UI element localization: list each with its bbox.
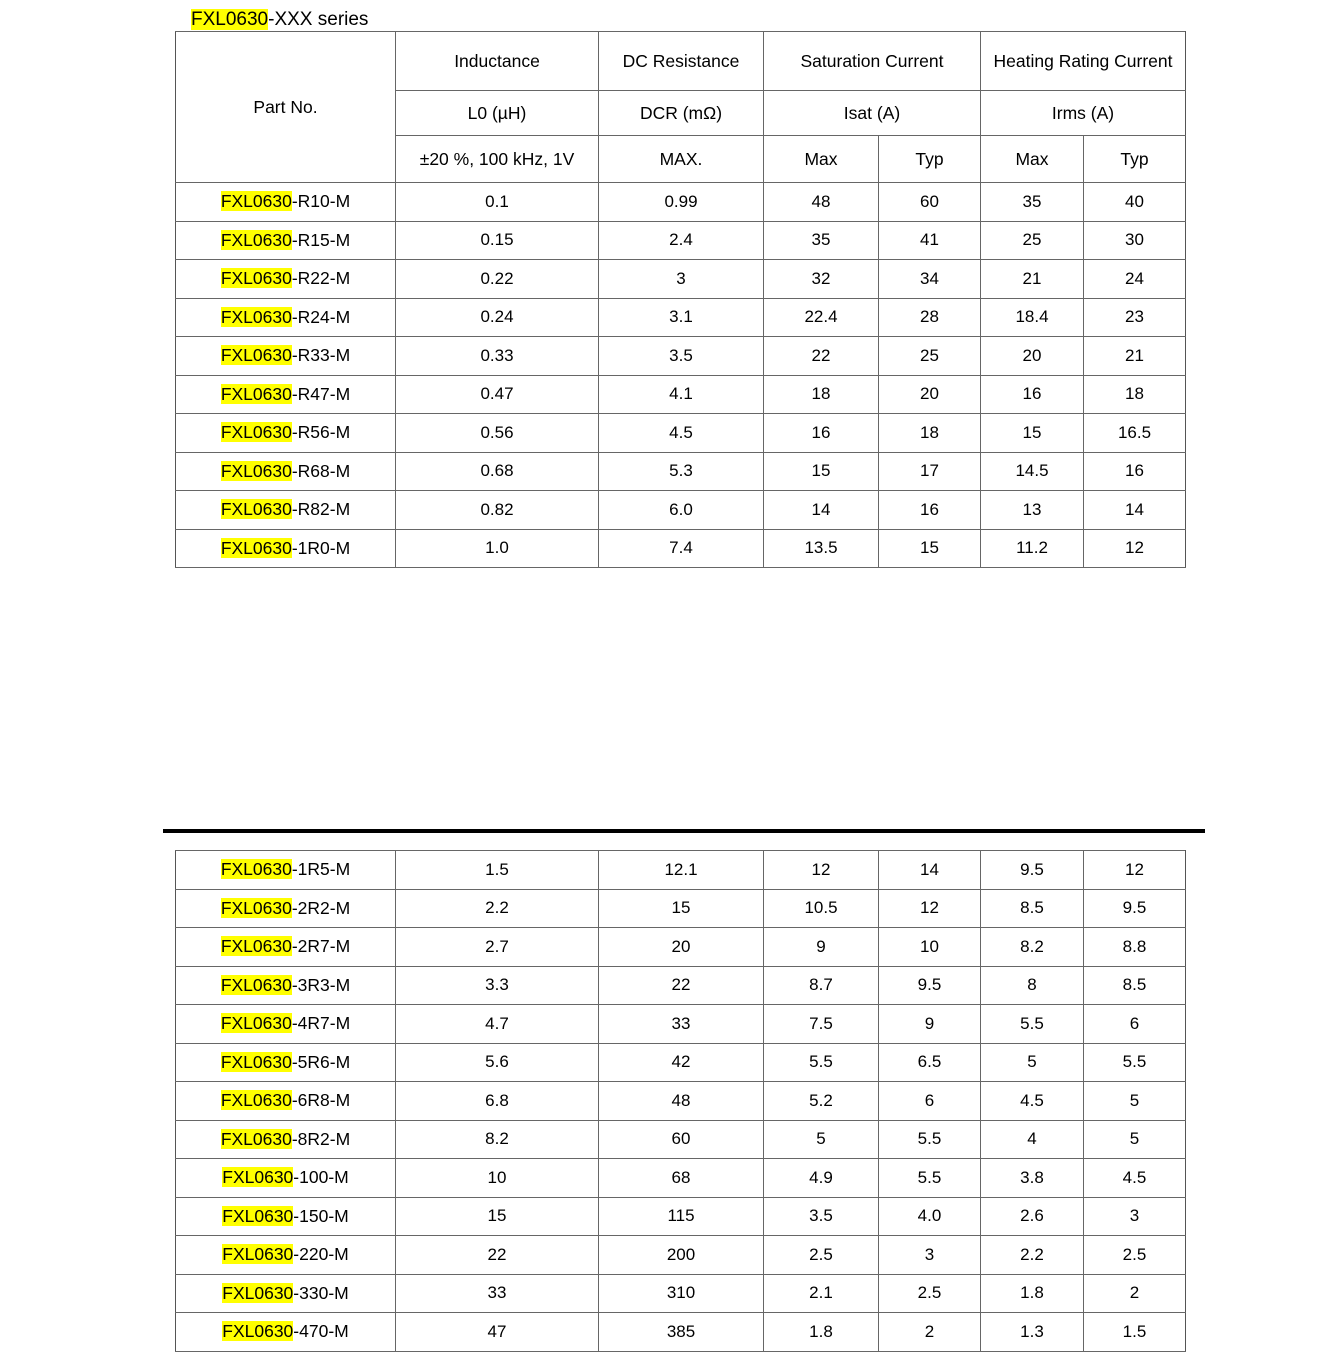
cell-irms-typ: 12 <box>1084 529 1186 568</box>
part-no-suffix: -1R5-M <box>291 859 351 880</box>
cell-isat-max: 16 <box>764 414 879 453</box>
cell-irms-typ: 18 <box>1084 375 1186 414</box>
part-no-highlight: FXL0630 <box>222 1321 294 1342</box>
cell-irms-max: 4 <box>981 1120 1084 1159</box>
part-no-highlight: FXL0630 <box>222 1167 294 1188</box>
cell-dc-resistance: 200 <box>599 1236 764 1275</box>
cell-isat-max: 22.4 <box>764 298 879 337</box>
cell-irms-typ: 2 <box>1084 1274 1186 1313</box>
table-row <box>176 221 1186 260</box>
cell-irms-max: 16 <box>981 375 1084 414</box>
part-no-highlight: FXL0630 <box>220 897 292 918</box>
part-no-highlight: FXL0630 <box>220 1128 292 1149</box>
cell-part-no <box>176 1274 396 1313</box>
cell-irms-max: 11.2 <box>981 529 1084 568</box>
cell-irms-max: 35 <box>981 183 1084 222</box>
table-row <box>176 414 1186 453</box>
table-row <box>176 889 1186 928</box>
table-row <box>176 851 1186 890</box>
cell-isat-max: 35 <box>764 221 879 260</box>
cell-part-no <box>176 1005 396 1044</box>
cell-irms-typ: 2.5 <box>1084 1236 1186 1275</box>
cell-dc-resistance: 20 <box>599 928 764 967</box>
cell-isat-typ: 17 <box>879 452 981 491</box>
cell-dc-resistance: 33 <box>599 1005 764 1044</box>
cell-part-no <box>176 1082 396 1121</box>
page-separator-rule <box>163 829 1205 833</box>
cell-isat-typ: 6 <box>879 1082 981 1121</box>
cell-dc-resistance: 310 <box>599 1274 764 1313</box>
part-no-suffix: -3R3-M <box>291 974 351 995</box>
cell-dc-resistance: 5.3 <box>599 452 764 491</box>
table-body-part-2 <box>176 851 1186 1352</box>
table-row <box>176 1236 1186 1275</box>
header-condition-irms-typ: Typ <box>1084 136 1186 183</box>
cell-irms-max: 3.8 <box>981 1159 1084 1198</box>
part-no-highlight: FXL0630 <box>220 345 292 366</box>
cell-isat-typ: 9.5 <box>879 966 981 1005</box>
cell-irms-max: 2.2 <box>981 1236 1084 1275</box>
cell-irms-max: 8.5 <box>981 889 1084 928</box>
cell-part-no <box>176 966 396 1005</box>
cell-isat-typ: 20 <box>879 375 981 414</box>
cell-isat-max: 7.5 <box>764 1005 879 1044</box>
table-row <box>176 375 1186 414</box>
cell-irms-typ: 5 <box>1084 1120 1186 1159</box>
cell-irms-max: 4.5 <box>981 1082 1084 1121</box>
cell-inductance: 0.47 <box>396 375 599 414</box>
cell-part-no <box>176 183 396 222</box>
part-no-highlight: FXL0630 <box>220 422 292 443</box>
cell-part-no <box>176 414 396 453</box>
part-no-suffix: -330-M <box>293 1282 349 1303</box>
cell-isat-max: 5 <box>764 1120 879 1159</box>
cell-isat-max: 18 <box>764 375 879 414</box>
cell-irms-typ: 14 <box>1084 491 1186 530</box>
cell-part-no <box>176 851 396 890</box>
part-no-suffix: -R10-M <box>291 191 351 212</box>
cell-inductance: 33 <box>396 1274 599 1313</box>
table-header <box>176 32 1186 183</box>
cell-isat-max: 22 <box>764 337 879 376</box>
cell-isat-typ: 5.5 <box>879 1159 981 1198</box>
cell-isat-max: 5.5 <box>764 1043 879 1082</box>
cell-isat-typ: 14 <box>879 851 981 890</box>
part-no-highlight: FXL0630 <box>220 383 292 404</box>
cell-irms-max: 8 <box>981 966 1084 1005</box>
cell-part-no <box>176 928 396 967</box>
cell-part-no <box>176 452 396 491</box>
cell-isat-max: 48 <box>764 183 879 222</box>
cell-inductance: 10 <box>396 1159 599 1198</box>
cell-isat-max: 8.7 <box>764 966 879 1005</box>
cell-isat-max: 9 <box>764 928 879 967</box>
part-no-highlight: FXL0630 <box>220 499 292 520</box>
cell-isat-max: 14 <box>764 491 879 530</box>
cell-part-no <box>176 529 396 568</box>
cell-irms-typ: 24 <box>1084 260 1186 299</box>
cell-irms-typ: 6 <box>1084 1005 1186 1044</box>
cell-irms-max: 25 <box>981 221 1084 260</box>
cell-irms-typ: 8.8 <box>1084 928 1186 967</box>
part-no-suffix: -4R7-M <box>291 1013 351 1034</box>
cell-irms-typ: 5.5 <box>1084 1043 1186 1082</box>
cell-dc-resistance: 48 <box>599 1082 764 1121</box>
cell-part-no <box>176 298 396 337</box>
cell-isat-typ: 2 <box>879 1313 981 1352</box>
cell-irms-max: 2.6 <box>981 1197 1084 1236</box>
cell-irms-typ: 16 <box>1084 452 1186 491</box>
cell-irms-typ: 4.5 <box>1084 1159 1186 1198</box>
cell-dc-resistance: 4.1 <box>599 375 764 414</box>
cell-isat-typ: 12 <box>879 889 981 928</box>
specification-table-part-1 <box>175 31 1186 568</box>
table-row <box>176 1005 1186 1044</box>
part-no-suffix: -2R2-M <box>291 897 351 918</box>
cell-part-no <box>176 1120 396 1159</box>
cell-inductance: 0.33 <box>396 337 599 376</box>
header-unit-l0: L0 (µH) <box>396 91 599 136</box>
cell-irms-typ: 23 <box>1084 298 1186 337</box>
part-no-suffix: -R33-M <box>291 345 351 366</box>
header-unit-dcr: DCR (mΩ) <box>599 91 764 136</box>
cell-dc-resistance: 3 <box>599 260 764 299</box>
table-body-part-1 <box>176 183 1186 568</box>
header-condition-l0: ±20 %, 100 kHz, 1V <box>396 136 599 183</box>
specification-table-part-2 <box>175 850 1186 1352</box>
table-row <box>176 966 1186 1005</box>
part-no-suffix: -R68-M <box>291 460 351 481</box>
part-no-highlight: FXL0630 <box>220 1051 292 1072</box>
cell-isat-typ: 4.0 <box>879 1197 981 1236</box>
part-no-suffix: -1R0-M <box>291 537 351 558</box>
header-group-saturation-current: Saturation Current <box>764 32 981 91</box>
cell-inductance: 47 <box>396 1313 599 1352</box>
header-group-inductance: Inductance <box>396 32 599 91</box>
cell-irms-typ: 9.5 <box>1084 889 1186 928</box>
cell-isat-max: 5.2 <box>764 1082 879 1121</box>
cell-part-no <box>176 337 396 376</box>
table-row <box>176 928 1186 967</box>
cell-dc-resistance: 15 <box>599 889 764 928</box>
cell-isat-typ: 41 <box>879 221 981 260</box>
cell-isat-typ: 9 <box>879 1005 981 1044</box>
cell-dc-resistance: 3.1 <box>599 298 764 337</box>
part-no-highlight: FXL0630 <box>220 936 292 957</box>
cell-part-no <box>176 1197 396 1236</box>
part-no-highlight: FXL0630 <box>220 974 292 995</box>
part-no-suffix: -150-M <box>293 1205 349 1226</box>
cell-isat-max: 32 <box>764 260 879 299</box>
part-no-highlight: FXL0630 <box>220 460 292 481</box>
cell-inductance: 3.3 <box>396 966 599 1005</box>
part-no-suffix: -R47-M <box>291 383 351 404</box>
cell-part-no <box>176 1313 396 1352</box>
table-row <box>176 452 1186 491</box>
cell-inductance: 2.7 <box>396 928 599 967</box>
cell-irms-max: 8.2 <box>981 928 1084 967</box>
cell-part-no <box>176 1043 396 1082</box>
cell-part-no <box>176 491 396 530</box>
cell-irms-typ: 3 <box>1084 1197 1186 1236</box>
cell-dc-resistance: 12.1 <box>599 851 764 890</box>
part-no-highlight: FXL0630 <box>220 306 292 327</box>
cell-dc-resistance: 4.5 <box>599 414 764 453</box>
part-no-highlight: FXL0630 <box>220 1090 292 1111</box>
part-no-suffix: -8R2-M <box>291 1128 351 1149</box>
header-condition-isat-max: Max <box>764 136 879 183</box>
cell-inductance: 0.24 <box>396 298 599 337</box>
part-no-highlight: FXL0630 <box>220 1013 292 1034</box>
part-no-suffix: -R22-M <box>291 268 351 289</box>
cell-irms-max: 15 <box>981 414 1084 453</box>
cell-inductance: 15 <box>396 1197 599 1236</box>
cell-isat-typ: 10 <box>879 928 981 967</box>
part-no-highlight: FXL0630 <box>220 537 292 558</box>
cell-dc-resistance: 385 <box>599 1313 764 1352</box>
cell-irms-max: 9.5 <box>981 851 1084 890</box>
header-condition-dcr: MAX. <box>599 136 764 183</box>
cell-irms-max: 1.8 <box>981 1274 1084 1313</box>
cell-isat-typ: 60 <box>879 183 981 222</box>
cell-isat-max: 13.5 <box>764 529 879 568</box>
part-no-suffix: -R82-M <box>291 499 351 520</box>
part-no-suffix: -R56-M <box>291 422 351 443</box>
cell-irms-max: 1.3 <box>981 1313 1084 1352</box>
cell-irms-max: 5.5 <box>981 1005 1084 1044</box>
cell-irms-max: 5 <box>981 1043 1084 1082</box>
cell-dc-resistance: 3.5 <box>599 337 764 376</box>
cell-dc-resistance: 115 <box>599 1197 764 1236</box>
header-row-groups <box>176 32 1186 91</box>
part-no-highlight: FXL0630 <box>220 268 292 289</box>
cell-isat-typ: 3 <box>879 1236 981 1275</box>
cell-irms-max: 18.4 <box>981 298 1084 337</box>
cell-dc-resistance: 42 <box>599 1043 764 1082</box>
cell-irms-typ: 5 <box>1084 1082 1186 1121</box>
table-row <box>176 1082 1186 1121</box>
cell-inductance: 2.2 <box>396 889 599 928</box>
cell-part-no <box>176 1236 396 1275</box>
cell-isat-max: 10.5 <box>764 889 879 928</box>
part-no-highlight: FXL0630 <box>222 1244 294 1265</box>
cell-inductance: 0.1 <box>396 183 599 222</box>
cell-isat-max: 1.8 <box>764 1313 879 1352</box>
cell-irms-typ: 12 <box>1084 851 1186 890</box>
cell-inductance: 1.0 <box>396 529 599 568</box>
cell-irms-typ: 21 <box>1084 337 1186 376</box>
cell-part-no <box>176 889 396 928</box>
cell-inductance: 0.56 <box>396 414 599 453</box>
cell-dc-resistance: 2.4 <box>599 221 764 260</box>
cell-irms-max: 20 <box>981 337 1084 376</box>
cell-isat-max: 15 <box>764 452 879 491</box>
cell-irms-max: 21 <box>981 260 1084 299</box>
header-condition-isat-typ: Typ <box>879 136 981 183</box>
cell-irms-max: 14.5 <box>981 452 1084 491</box>
cell-dc-resistance: 6.0 <box>599 491 764 530</box>
table-row <box>176 1043 1186 1082</box>
cell-part-no <box>176 260 396 299</box>
cell-irms-max: 13 <box>981 491 1084 530</box>
table-row <box>176 260 1186 299</box>
cell-isat-typ: 5.5 <box>879 1120 981 1159</box>
part-no-suffix: -6R8-M <box>291 1090 351 1111</box>
table-row <box>176 529 1186 568</box>
table-row <box>176 1120 1186 1159</box>
header-group-dc-resistance: DC Resistance <box>599 32 764 91</box>
cell-dc-resistance: 0.99 <box>599 183 764 222</box>
table-row <box>176 1313 1186 1352</box>
series-title-highlight: FXL0630 <box>191 9 269 30</box>
part-no-highlight: FXL0630 <box>222 1205 294 1226</box>
cell-irms-typ: 8.5 <box>1084 966 1186 1005</box>
cell-isat-typ: 28 <box>879 298 981 337</box>
table-row <box>176 298 1186 337</box>
cell-inductance: 8.2 <box>396 1120 599 1159</box>
part-no-highlight: FXL0630 <box>220 191 292 212</box>
cell-inductance: 5.6 <box>396 1043 599 1082</box>
cell-isat-max: 3.5 <box>764 1197 879 1236</box>
table-row <box>176 337 1186 376</box>
cell-irms-typ: 40 <box>1084 183 1186 222</box>
part-no-suffix: -100-M <box>293 1167 349 1188</box>
cell-isat-typ: 2.5 <box>879 1274 981 1313</box>
part-no-suffix: -5R6-M <box>291 1051 351 1072</box>
table-row <box>176 1159 1186 1198</box>
cell-isat-max: 12 <box>764 851 879 890</box>
part-no-suffix: -R15-M <box>291 229 351 250</box>
series-title-suffix: -XXX series <box>268 9 369 30</box>
cell-isat-typ: 34 <box>879 260 981 299</box>
cell-part-no <box>176 375 396 414</box>
table-row <box>176 1274 1186 1313</box>
part-no-highlight: FXL0630 <box>222 1282 294 1303</box>
part-no-suffix: -2R7-M <box>291 936 351 957</box>
part-no-highlight: FXL0630 <box>220 229 292 250</box>
cell-isat-typ: 15 <box>879 529 981 568</box>
cell-inductance: 0.15 <box>396 221 599 260</box>
header-group-heating-rating-current: Heating Rating Current <box>981 32 1186 91</box>
cell-irms-typ: 1.5 <box>1084 1313 1186 1352</box>
header-condition-irms-max: Max <box>981 136 1084 183</box>
header-unit-irms: Irms (A) <box>981 91 1186 136</box>
table-row <box>176 1197 1186 1236</box>
cell-isat-typ: 6.5 <box>879 1043 981 1082</box>
cell-irms-typ: 30 <box>1084 221 1186 260</box>
cell-inductance: 22 <box>396 1236 599 1275</box>
table-row <box>176 183 1186 222</box>
cell-irms-typ: 16.5 <box>1084 414 1186 453</box>
series-title <box>191 8 368 32</box>
part-no-suffix: -220-M <box>293 1244 349 1265</box>
cell-dc-resistance: 22 <box>599 966 764 1005</box>
cell-isat-typ: 18 <box>879 414 981 453</box>
cell-inductance: 6.8 <box>396 1082 599 1121</box>
part-no-suffix: -R24-M <box>291 306 351 327</box>
cell-inductance: 0.68 <box>396 452 599 491</box>
cell-isat-typ: 16 <box>879 491 981 530</box>
cell-inductance: 0.22 <box>396 260 599 299</box>
cell-inductance: 4.7 <box>396 1005 599 1044</box>
part-no-highlight: FXL0630 <box>220 859 292 880</box>
cell-dc-resistance: 68 <box>599 1159 764 1198</box>
part-no-suffix: -470-M <box>293 1321 349 1342</box>
cell-isat-max: 2.5 <box>764 1236 879 1275</box>
header-part-no: Part No. <box>176 32 396 183</box>
cell-inductance: 0.82 <box>396 491 599 530</box>
cell-part-no <box>176 221 396 260</box>
header-unit-isat: Isat (A) <box>764 91 981 136</box>
cell-part-no <box>176 1159 396 1198</box>
cell-isat-max: 4.9 <box>764 1159 879 1198</box>
cell-isat-max: 2.1 <box>764 1274 879 1313</box>
table-row <box>176 491 1186 530</box>
cell-dc-resistance: 7.4 <box>599 529 764 568</box>
cell-isat-typ: 25 <box>879 337 981 376</box>
cell-dc-resistance: 60 <box>599 1120 764 1159</box>
cell-inductance: 1.5 <box>396 851 599 890</box>
